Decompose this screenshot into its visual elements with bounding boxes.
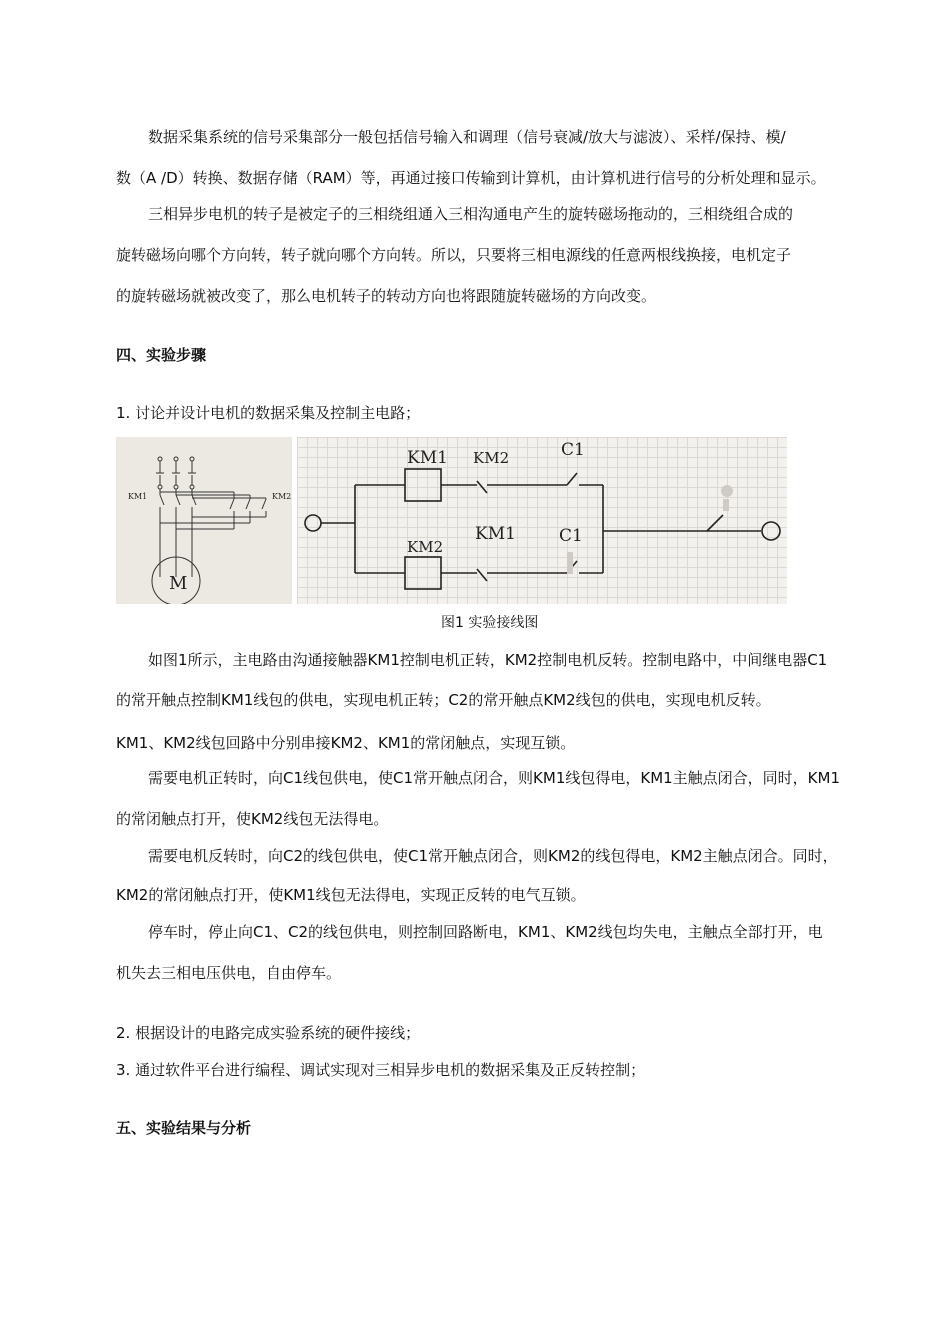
paragraph-line: 如图1所示，主电路由沟通接触器KM1控制电机正转，KM2控制电机反转。控制电路中，中间继电器C1 — [148, 651, 828, 669]
paragraph-line: 的旋转磁场就被改变了，那么电机转子的转动方向也将跟随旋转磁场的方向改变。 — [116, 287, 657, 305]
paragraph-line: 数据采集系统的信号采集部分一般包括信号输入和调理（信号衰减/放大与滤波）、采样/保持、模/ — [148, 128, 786, 146]
paragraph-line: 的常开触点控制KM1线包的供电，实现电机正转；C2的常开触点KM2线包的供电，实现电机反转。 — [116, 691, 771, 709]
paragraph-line: 需要电机正转时，向C1线包供电，使C1常开触点闭合，则KM1线包得电，KM1主触点闭合，同时，KM1 — [148, 769, 841, 787]
figure-caption: 图1 实验接线图 — [441, 615, 539, 631]
main-circuit-figure — [116, 437, 292, 604]
control-circuit-diagram — [297, 437, 787, 604]
section-heading: 四、实验步骤 — [116, 346, 207, 364]
paragraph-line: 三相异步电机的转子是被定子的三相绕组通入三相沟通电产生的旋转磁场拖动的，三相绕组合成的 — [148, 205, 794, 223]
bottom-contact-label: KM1 — [475, 524, 516, 544]
paragraph-line: 旋转磁场向哪个方向转，转子就向哪个方向转。所以，只要将三相电源线的任意两根线换接，电机定子 — [116, 246, 792, 264]
step-item: 1. 讨论并设计电机的数据采集及控制主电路； — [116, 404, 421, 422]
bottom-coil-label: KM2 — [407, 538, 444, 556]
step-item: 2. 根据设计的电路完成实验系统的硬件接线； — [116, 1024, 421, 1042]
paragraph-line: KM2的常闭触点打开，使KM1线包无法得电，实现正反转的电气互锁。 — [116, 886, 586, 904]
control-circuit-figure — [297, 437, 787, 604]
section-heading: 五、实验结果与分析 — [116, 1119, 252, 1137]
paragraph-line: 需要电机反转时，向C2的线包供电，使C1常开触点闭合，则KM2的线包得电，KM2主触点闭合。同时， — [148, 847, 838, 865]
paragraph-line: 的常闭触点打开，使KM2线包无法得电。 — [116, 810, 389, 828]
top-relay-label: C1 — [561, 440, 585, 460]
paragraph-line: 停车时，停止向C1、C2的线包供电，则控制回路断电，KM1、KM2线包均失电，主触点全部打开，电 — [148, 923, 823, 941]
km1-label: KM1 — [128, 492, 148, 501]
top-contact-label: KM2 — [473, 449, 510, 467]
motor-label: M — [169, 573, 188, 594]
bottom-relay-label: C1 — [559, 526, 583, 546]
km2-label: KM2 — [272, 492, 292, 501]
paragraph-line: KM1、KM2线包回路中分别串接KM2、KM1的常闭触点，实现互锁。 — [116, 734, 576, 752]
main-circuit-diagram — [116, 437, 292, 604]
paragraph-line: 数（A /D）转换、数据存储（RAM）等，再通过接口传输到计算机，由计算机进行信号的分析处理和显示。 — [116, 169, 826, 187]
paragraph-line: 机失去三相电压供电，自由停车。 — [116, 964, 342, 982]
step-item: 3. 通过软件平台进行编程、调试实现对三相异步电机的数据采集及正反转控制； — [116, 1061, 646, 1079]
top-coil-label: KM1 — [407, 448, 448, 468]
